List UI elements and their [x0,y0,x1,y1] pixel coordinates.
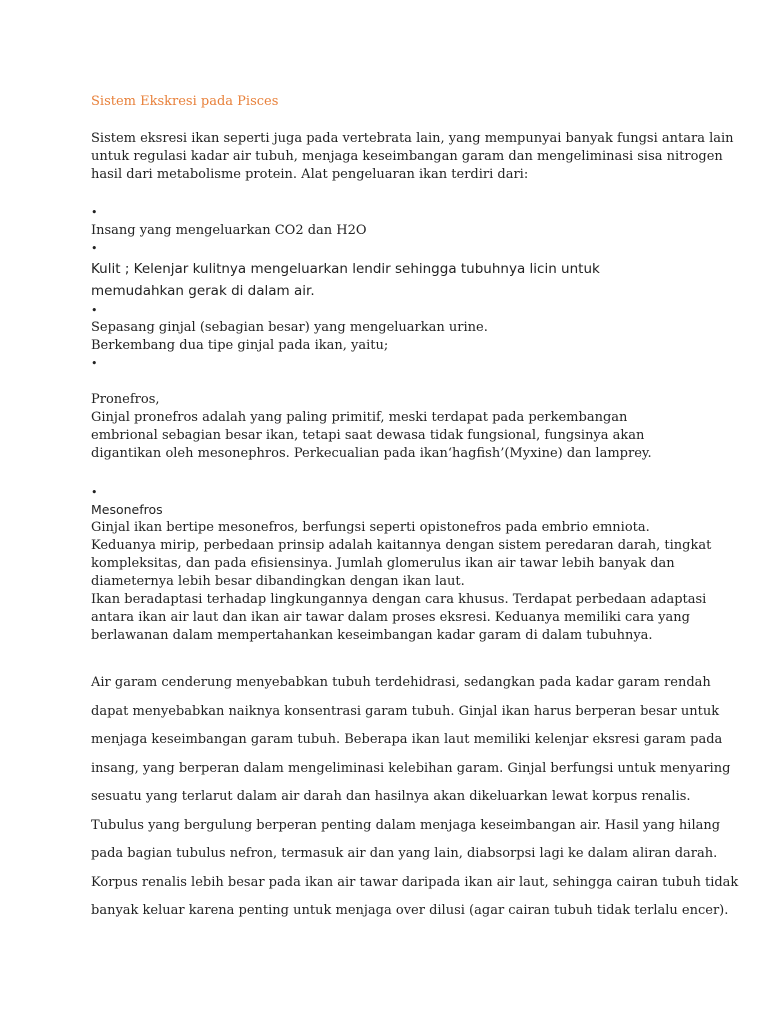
bullet-marker: • [91,242,98,255]
closing-line: Tubulus yang bergulung berperan penting dalam menjaga keseimbangan air. Hasil yang hilang [91,817,721,833]
section-line: Ikan beradaptasi terhadap lingkungannya dengan cara khusus. Terdapat perbedaan adaptasi [91,592,707,607]
closing-line: insang, yang berperan dalam mengeliminasi kelebihan garam. Ginjal berfungsi untuk menyaring [91,760,731,776]
list-item-kulit-line: memudahkan gerak di dalam air. [91,283,315,299]
intro-line: Sistem eksresi ikan seperti juga pada vertebrata lain, yang mempunyai banyak fungsi antara lain [91,131,734,146]
section-line: Ginjal pronefros adalah yang paling primitif, meski terdapat pada perkembangan [91,410,628,425]
closing-line: pada bagian tubulus nefron, termasuk air dan yang lain, diabsorpsi lagi ke dalam aliran darah. [91,846,718,861]
intro-line: hasil dari metabolisme protein. Alat pengeluaran ikan terdiri dari: [91,167,529,182]
bullet-marker: • [91,304,98,317]
list-item-insang: Insang yang mengeluarkan CO2 dan H2O [91,223,367,238]
closing-line: sesuatu yang terlarut dalam air darah dan hasilnya akan dikeluarkan lewat korpus renalis. [91,789,691,804]
section-line: kompleksitas, dan pada efisiensinya. Jumlah glomerulus ikan air tawar lebih banyak dan [91,556,675,571]
section-line: embrional sebagian besar ikan, tetapi saat dewasa tidak fungsional, fungsinya akan [91,428,645,443]
intro-line: untuk regulasi kadar air tubuh, menjaga keseimbangan garam dan mengeliminasi sisa nitrogen [91,149,723,164]
section-line: diameternya lebih besar dibandingkan dengan ikan laut. [91,574,465,589]
document-title: Sistem Ekskresi pada Pisces [91,94,279,109]
closing-line: Korpus renalis lebih besar pada ikan air tawar daripada ikan air laut, sehingga cairan tubuh tidak [91,874,739,890]
section-line: Ginjal ikan bertipe mesonefros, berfungsi seperti opistonefros pada embrio emniota. [91,520,650,535]
section-line: Keduanya mirip, perbedaan prinsip adalah kaitannya dengan sistem peredaran darah, tingkat [91,538,712,553]
closing-paragraph [91,669,738,926]
intro-paragraph [91,130,734,184]
bullet-marker: • [91,206,98,219]
closing-line: dapat menyebabkan naiknya konsentrasi garam tubuh. Ginjal ikan harus berperan besar untuk [91,703,720,719]
closing-line: banyak keluar karena penting untuk menjaga over dilusi (agar cairan tubuh tidak terlalu encer). [91,903,729,918]
list-item-ginjal-line: Sepasang ginjal (sebagian besar) yang mengeluarkan urine. [91,320,488,335]
bullet-marker: • [91,357,98,370]
section-heading: Mesonefros [91,502,163,517]
section-line: berlawanan dalam mempertahankan keseimbangan kadar garam di dalam tubuhnya. [91,628,653,643]
list-item-ginjal-line: Berkembang dua tipe ginjal pada ikan, yaitu; [91,338,389,353]
mesonefros-section [91,501,711,645]
list-item-kulit-line: Kulit ; Kelenjar kulitnya mengeluarkan lendir sehingga tubuhnya licin untuk [91,261,600,277]
list-item-ginjal [91,319,488,355]
pronefros-section [91,391,652,463]
section-line: antara ikan air laut dan ikan air tawar dalam proses eksresi. Keduanya memiliki cara yang [91,610,690,625]
section-line: digantikan oleh mesonephros. Perkecualian pada ikan‘hagfish’(Myxine) dan lamprey. [91,446,652,461]
closing-line: Air garam cenderung menyebabkan tubuh terdehidrasi, sedangkan pada kadar garam rendah [91,675,711,690]
closing-line: menjaga keseimbangan garam tubuh. Beberapa ikan laut memiliki kelenjar eksresi garam pada [91,732,723,747]
section-heading: Pronefros, [91,392,160,407]
list-item-kulit [91,258,600,302]
bullet-marker: • [91,486,98,499]
